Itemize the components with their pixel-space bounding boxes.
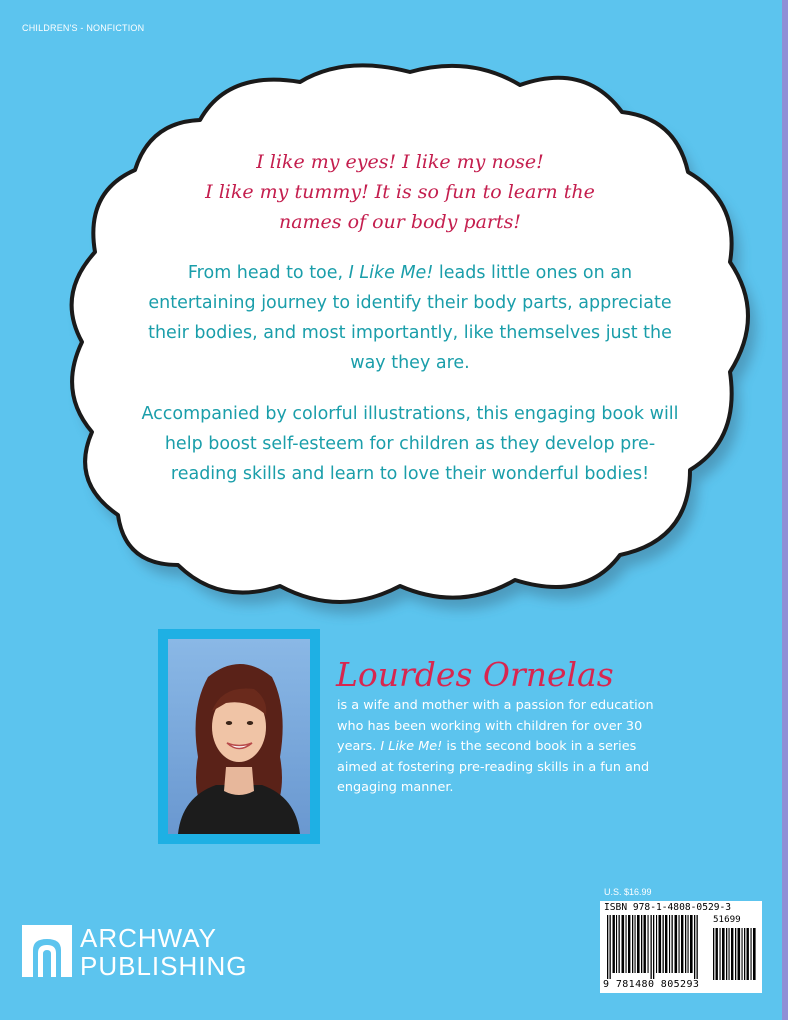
price-label: U.S. $16.99 [604, 887, 652, 897]
blurb-paragraph [140, 258, 680, 378]
bio-text: is the second book in a series aimed at fostering pre-reading skills in a fun and engaging manner. [337, 739, 650, 795]
tagline-line: I like my tummy! It is so fun to learn the [205, 181, 595, 203]
author-portrait [168, 639, 310, 834]
isbn-number: ISBN 978-1-4808-0529-3 [604, 902, 732, 913]
author-photo-frame [158, 629, 320, 844]
book-title: I Like Me! [380, 739, 443, 754]
tagline [200, 147, 600, 237]
category-label: CHILDREN'S - NONFICTION [22, 23, 145, 33]
tagline-line: names of our body parts! [278, 211, 522, 233]
archway-logo-icon [22, 925, 72, 977]
blurb-text: leads little ones on an entertaining journey to identify their body parts, appreciate their bodies, and most importantly, like themselves just the way they are. [148, 263, 672, 373]
author-name: Lourdes Ornelas [336, 655, 614, 694]
ean-barcode-icon [603, 915, 707, 979]
publisher-name-line: PUBLISHING [80, 951, 248, 981]
barcode-box [600, 901, 762, 993]
price-addon-barcode-icon [712, 928, 758, 980]
price-addon-code: 51699 [713, 914, 741, 925]
blurb-paragraph: Accompanied by colorful illustrations, this engaging book will help boost self-esteem for children as they develop pre-reading skills and learn to love their wonderful bodies! [141, 404, 679, 484]
publisher-name-line: ARCHWAY [80, 923, 217, 953]
publisher-name [80, 924, 248, 980]
book-title: I Like Me! [348, 263, 434, 283]
bio-text: is a wife and mother with a passion for education who has been working with children for over 30 years. [337, 698, 654, 754]
ean-number: 9 781480 805293 [603, 979, 700, 990]
blurb-text: From head to toe, [187, 263, 349, 283]
tagline-line: I like my eyes! I like my nose! [256, 151, 544, 173]
author-bio [337, 696, 657, 799]
